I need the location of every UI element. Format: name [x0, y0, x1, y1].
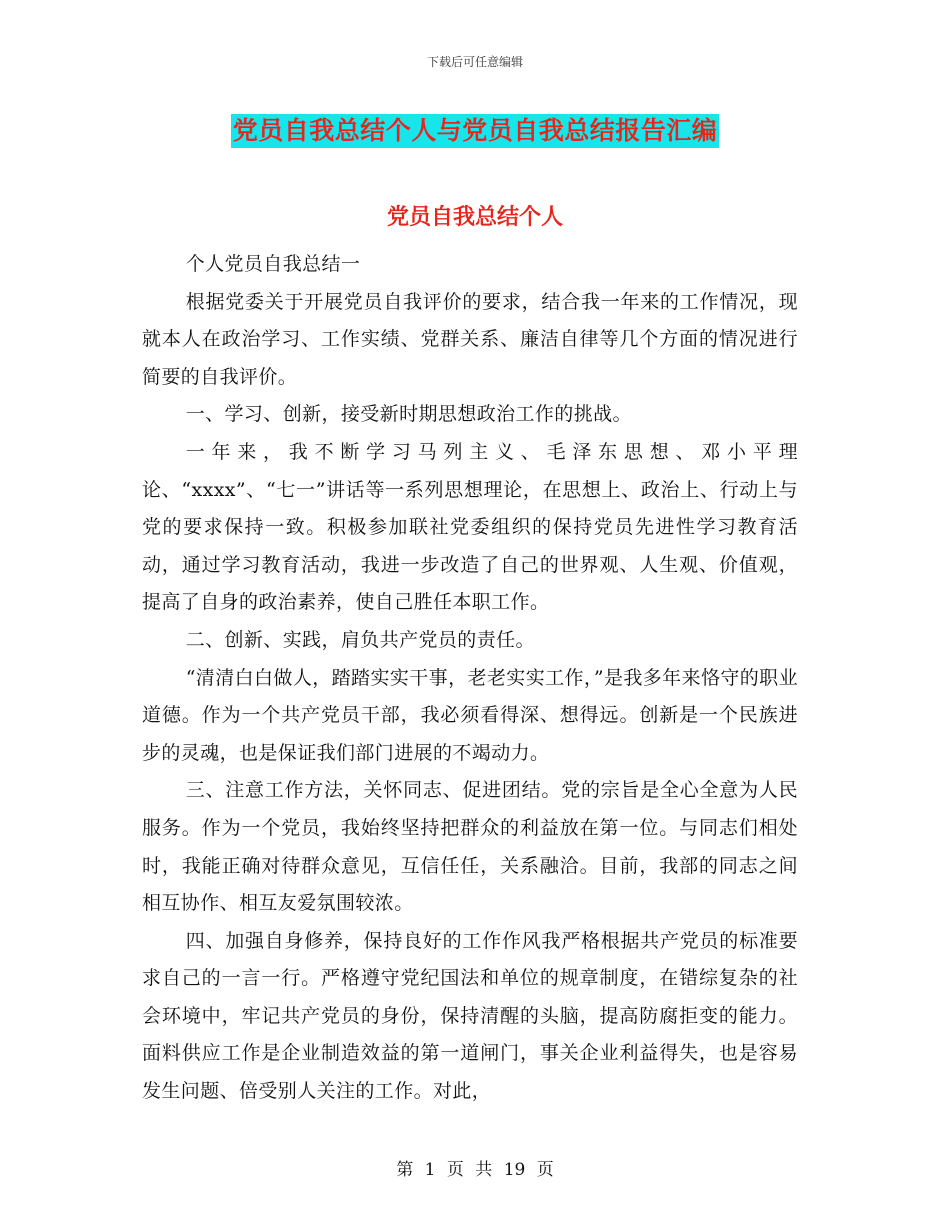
paragraph: 根据党委关于开展党员自我评价的要求，结合我一年来的工作情况，现就本人在政治学习、工作实绩、党群关系、廉洁自律等几个方面的情况进行简要的自我评价。	[142, 290, 798, 388]
section-title: 党员自我总结个人	[386, 205, 563, 230]
header-note: 下载后可任意编辑	[426, 55, 523, 69]
paragraph: 三、注意工作方法，关怀同志、促进团结。党的宗旨是全心全意为人民服务。作为一个党员，我始终坚持把群众的利益放在第一位。与同志们相处时，我能正确对待群众意见，互信任任，关系融洽。目前，我部的同志之间相互协作、相互友爱氛围较浓。	[142, 779, 798, 915]
paragraph: 四、加强自身修养，保持良好的工作作风我严格根据共产党员的标准要求自己的一言一行。严格遵守党纪国法和单位的规章制度，在错综复杂的社会环境中，牢记共产党员的身份，保持清醒的头脑，提高防腐拒变的能力。面料供应工作是企业制造效益的第一道闸门，事关企业利益得失，也是容易发生问题、倍受别人关注的工作。对此，	[142, 929, 798, 1103]
page-number-footer: 第 1 页 共 19 页	[396, 1160, 554, 1180]
main-title	[0, 114, 950, 148]
paragraph: 二、创新、实践，肩负共产党员的责任。	[185, 628, 535, 651]
paragraph: 一、学习、创新，接受新时期思想政治工作的挑战。	[185, 403, 632, 426]
paragraph: 一年来，我不断学习马列主义、毛泽东思想、邓小平理论、“xxxx”、“七一”讲话等一系列思想理论，在思想上、政治上、行动上与党的要求保持一致。积极参加联社党委组织的保持党员先进性学习教育活动，通过学习教育活动，我进一步改造了自己的世界观、人生观、价值观，提高了自身的政治素养，使自己胜任本职工作。	[142, 440, 798, 614]
body-text	[142, 246, 798, 1111]
main-title-text: 党员自我总结个人与党员自我总结报告汇编	[231, 114, 720, 148]
paragraph: 个人党员自我总结一	[185, 253, 361, 275]
paragraph: “清清白白做人，踏踏实实干事，老老实实工作，”是我多年来恪守的职业道德。作为一个共产党员干部，我必须看得深、想得远。创新是一个民族进步的灵魂，也是保证我们部门进展的不竭动力。	[142, 666, 798, 764]
